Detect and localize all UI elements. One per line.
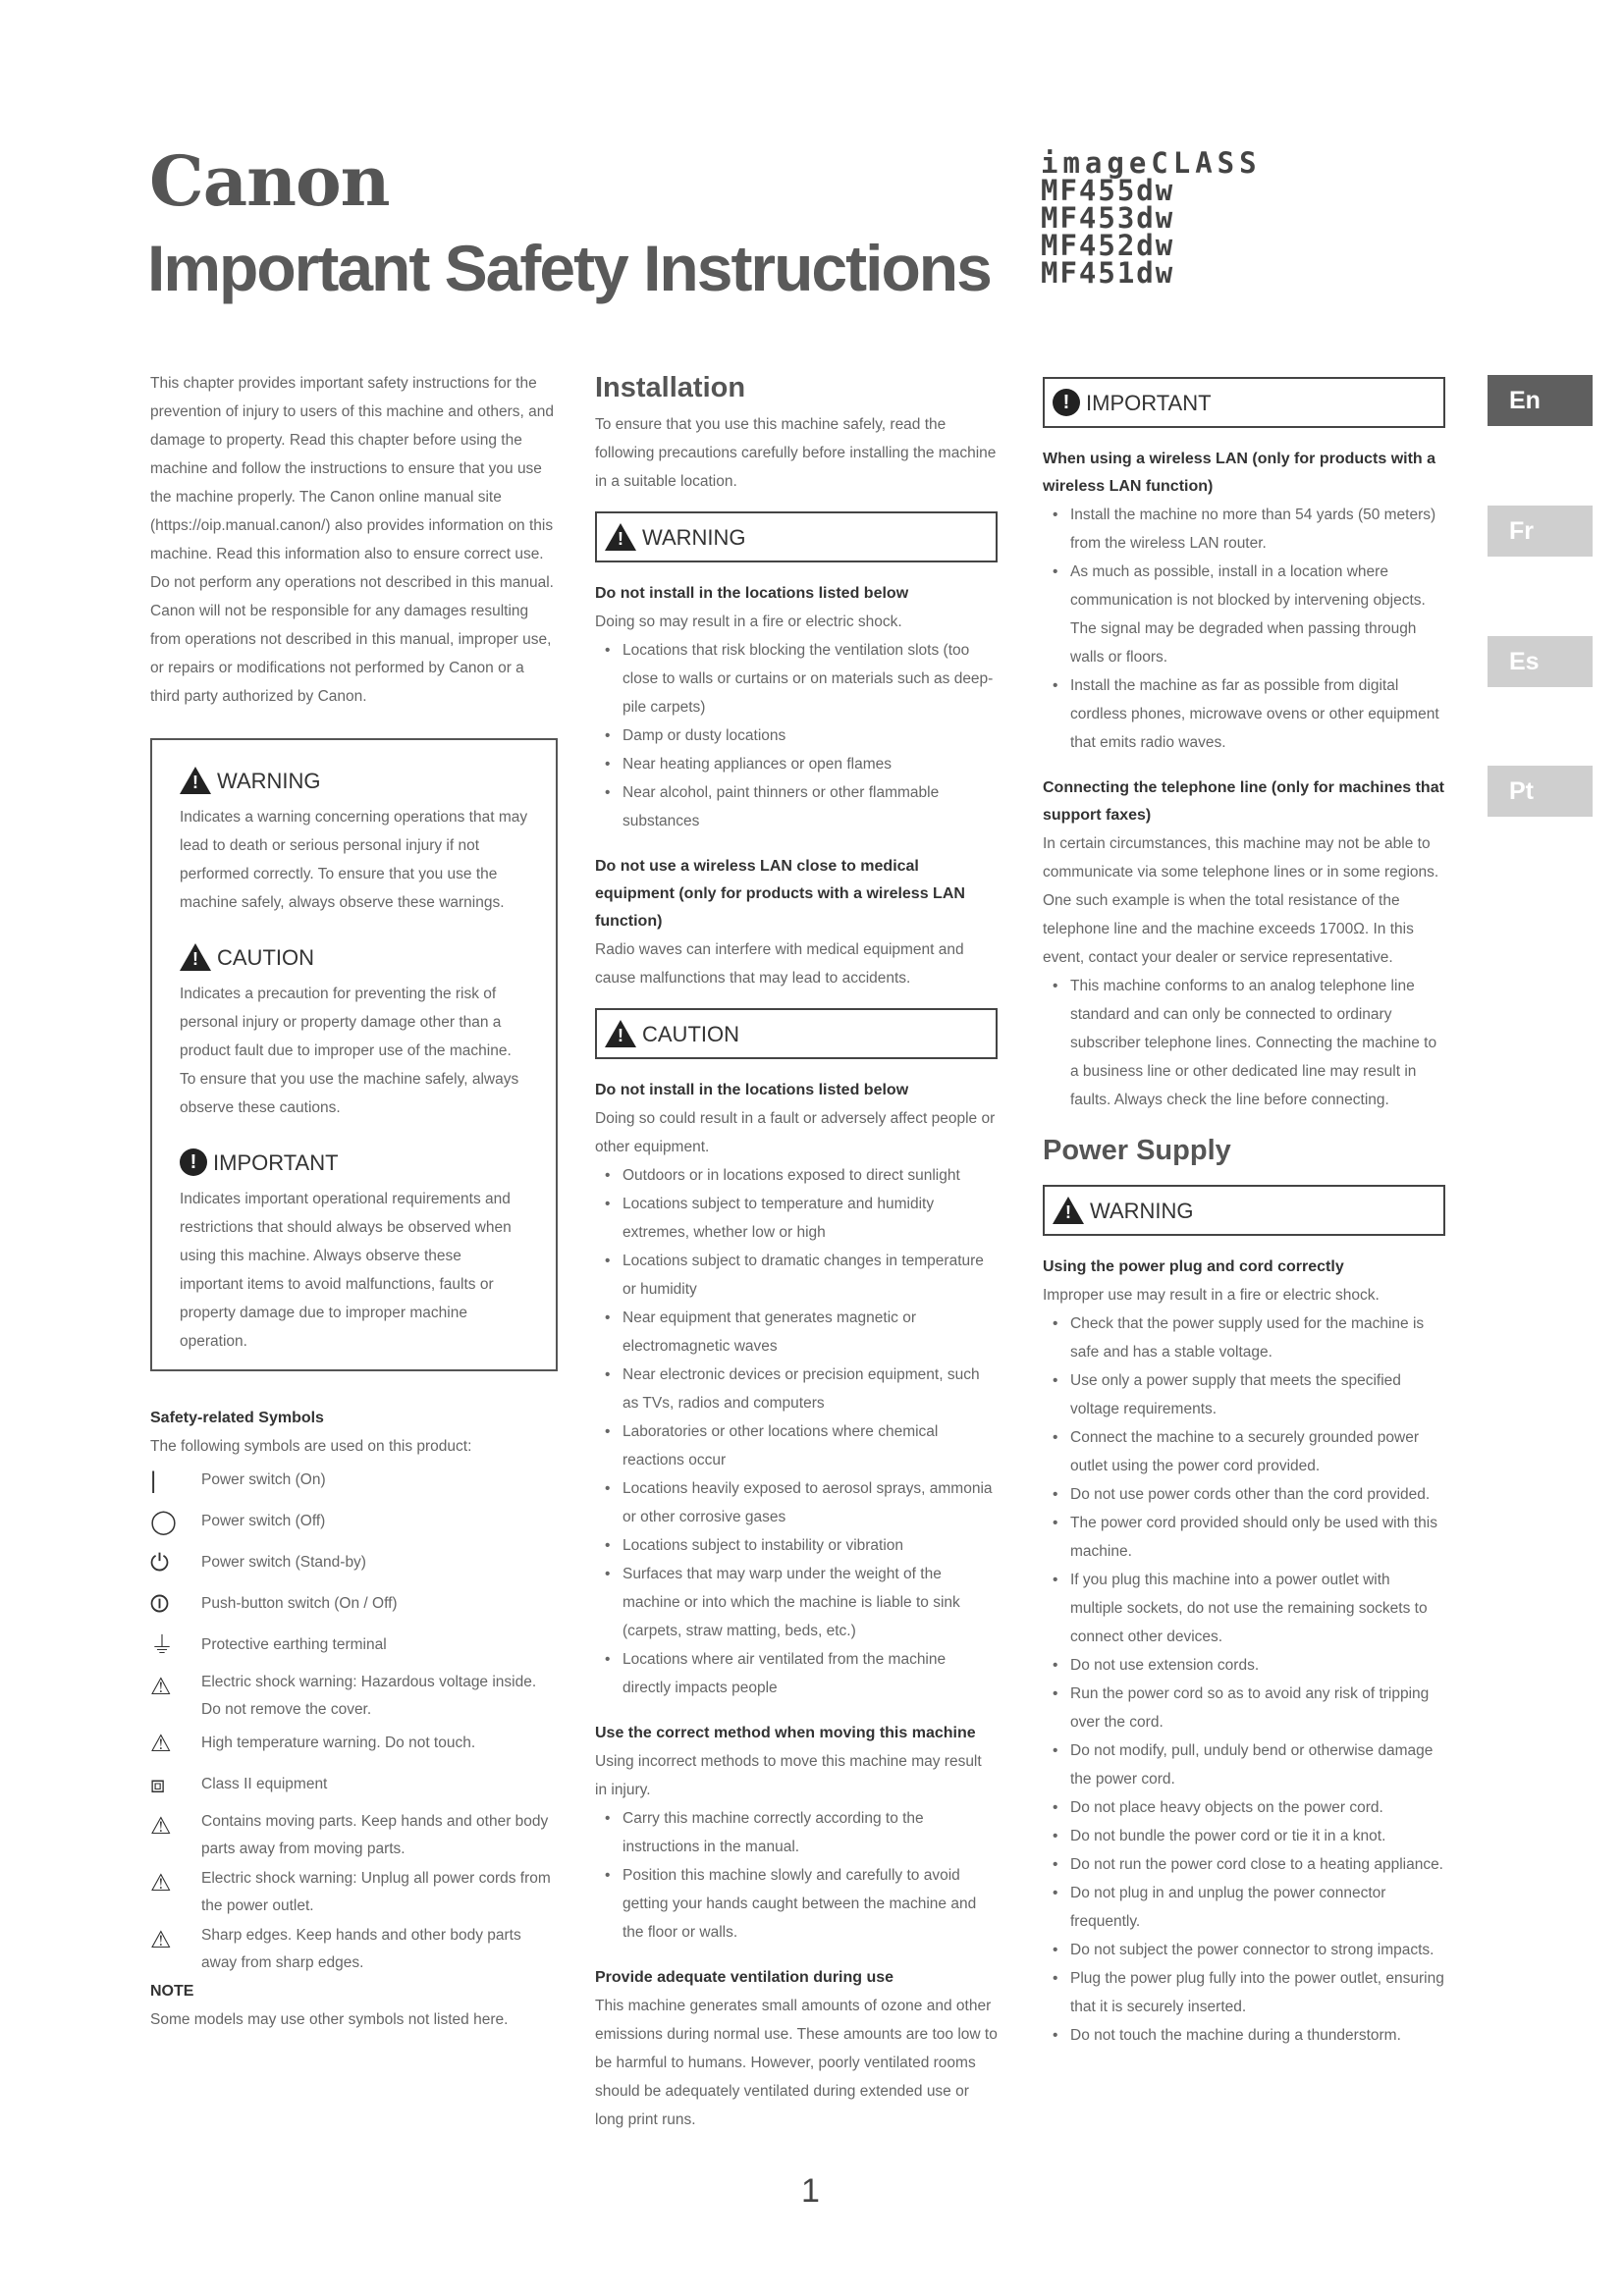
legend-important-text: Indicates important operational requirements and restrictions that should always be observed when using this machine. Always observe these important items to avoid malfunctions, faults or property damage due to improper machine operation. bbox=[180, 1191, 512, 1350]
symbol-row bbox=[150, 1626, 558, 1667]
earth-terminal-icon: ⏚ bbox=[150, 1632, 174, 1659]
important-label: IMPORTANT bbox=[1086, 390, 1212, 415]
hot-surface-icon: ⚠ bbox=[150, 1731, 172, 1757]
bullet-list bbox=[595, 1161, 998, 1702]
list-item: • Near heating appliances or open flames bbox=[595, 750, 998, 778]
note-text: Some models may use other symbols not listed here. bbox=[150, 2011, 509, 2028]
legend-warning-label: WARNING bbox=[217, 768, 321, 793]
important-icon: ! bbox=[1053, 389, 1080, 416]
list-item: • Do not use extension cords. bbox=[1043, 1651, 1445, 1680]
list-item: • Locations subject to instability or vibration bbox=[595, 1531, 998, 1560]
list-item: • Run the power cord so as to avoid any risk of tripping over the cord. bbox=[1043, 1680, 1445, 1736]
caution-icon bbox=[605, 1020, 636, 1047]
sharp-edges-icon: ⚠ bbox=[150, 1927, 172, 1953]
legend-important-heading bbox=[180, 1144, 528, 1181]
list-item: • Do not use power cords other than the cord provided. bbox=[1043, 1480, 1445, 1509]
symbol-label: Electric shock warning: Unplug all power cords from the power outlet. bbox=[201, 1870, 551, 1914]
list-item: • Do not subject the power connector to strong impacts. bbox=[1043, 1936, 1445, 1964]
symbol-label: Electric shock warning: Hazardous voltage inside. Do not remove the cover. bbox=[201, 1674, 537, 1718]
intro-paragraph: This chapter provides important safety instructions for the prevention of injury to users of this machine and others, and damage to property. Read this chapter before using the machine and follow the instructions to ensure that you use the machine properly. The Canon online manual site (https://oip.manual.canon/) also provides information on this machine. Read this information also to ensure correct use. bbox=[150, 375, 554, 562]
symbol-row bbox=[150, 1667, 558, 1724]
symbol-label: Push-button switch (On / Off) bbox=[201, 1595, 398, 1612]
section-text: Doing so could result in a fault or adversely affect people or other equipment. bbox=[595, 1110, 996, 1155]
list-item: • This machine conforms to an analog telephone line standard and can only be connected to ordinary subscriber telephone lines. Connecting the machine to a business line or other dedicated line may result in faults. Always check the line before connecting. bbox=[1043, 972, 1445, 1114]
unplug-warning-icon: ⚠ bbox=[150, 1870, 172, 1896]
column-important-power bbox=[1043, 377, 1445, 2050]
list-item: • If you plug this machine into a power outlet with multiple sockets, do not use the remaining sockets to connect other devices. bbox=[1043, 1566, 1445, 1651]
caution-icon bbox=[180, 943, 211, 971]
section-text: Improper use may result in a fire or electric shock. bbox=[1043, 1287, 1380, 1304]
list-item: • Do not modify, pull, unduly bend or otherwise damage the power cord. bbox=[1043, 1736, 1445, 1793]
legend-important-label: IMPORTANT bbox=[213, 1149, 339, 1175]
moving-parts-icon: ⚠ bbox=[150, 1813, 172, 1840]
list-item: • Use only a power supply that meets the specified voltage requirements. bbox=[1043, 1366, 1445, 1423]
list-item: • Locations where air ventilated from the machine directly impacts people bbox=[595, 1645, 998, 1702]
caution-banner bbox=[595, 1008, 998, 1059]
page-title: Important Safety Instructions bbox=[147, 232, 991, 304]
list-item: • Do not plug in and unplug the power connector frequently. bbox=[1043, 1879, 1445, 1936]
symbol-label: Protective earthing terminal bbox=[201, 1636, 387, 1653]
symbol-row bbox=[150, 1920, 558, 1977]
model-name: MF451dw bbox=[1041, 256, 1175, 290]
list-item: • Near electronic devices or precision equipment, such as TVs, radios and computers bbox=[595, 1361, 998, 1417]
shock-warning-icon: ⚠ bbox=[150, 1674, 172, 1700]
warning-banner bbox=[1043, 1185, 1445, 1236]
section-text: In certain circumstances, this machine may not be able to communicate via some telephone lines or in some regions. One such example is when the total resistance of the telephone line and the machine exceeds 1700Ω. In this event, contact your dealer or service representative. bbox=[1043, 835, 1439, 966]
symbol-row bbox=[150, 1543, 558, 1584]
symbol-row bbox=[150, 1765, 558, 1806]
legend-caution-text: Indicates a precaution for preventing the risk of personal injury or property damage other than a product fault due to improper use of the machine. To ensure that you use the machine safely, always observe these cautions. bbox=[180, 986, 519, 1116]
bullet-list bbox=[595, 1804, 998, 1947]
symbol-row bbox=[150, 1584, 558, 1626]
section-heading: Using the power plug and cord correctly bbox=[1043, 1258, 1344, 1275]
push-button-icon: ⏼ bbox=[150, 1591, 169, 1618]
caution-label: CAUTION bbox=[642, 1021, 739, 1046]
list-item: • Check that the power supply used for the machine is safe and has a stable voltage. bbox=[1043, 1309, 1445, 1366]
symbols-intro: The following symbols are used on this product: bbox=[150, 1438, 472, 1455]
list-item: • The power cord provided should only be used with this machine. bbox=[1043, 1509, 1445, 1566]
section-text: Doing so may result in a fire or electric shock. bbox=[595, 614, 902, 630]
list-item: • Install the machine no more than 54 yards (50 meters) from the wireless LAN router. bbox=[1043, 501, 1445, 558]
symbol-label: Sharp edges. Keep hands and other body parts away from sharp edges. bbox=[201, 1927, 521, 1971]
list-item: • Locations that risk blocking the ventilation slots (too close to walls or curtains or on materials such as deep-pile carpets) bbox=[595, 636, 998, 721]
list-item: • Do not touch the machine during a thunderstorm. bbox=[1043, 2021, 1445, 2050]
page-number: 1 bbox=[801, 2172, 820, 2210]
warning-banner bbox=[595, 511, 998, 562]
section-heading: Do not install in the locations listed below bbox=[595, 1082, 909, 1098]
list-item: • Locations subject to temperature and humidity extremes, whether low or high bbox=[595, 1190, 998, 1247]
legend-caution-heading bbox=[180, 938, 528, 976]
class-ii-icon: ⧈ bbox=[150, 1772, 166, 1798]
standby-icon: ⏻ bbox=[150, 1550, 169, 1576]
section-text: This machine generates small amounts of ozone and other emissions during normal use. These amounts are too low to be harmful to humans. However, poorly ventilated rooms should be adequately ventilated during extended use or long print runs. bbox=[595, 1998, 998, 2128]
installation-heading: Installation bbox=[595, 372, 746, 403]
signal-word-legend bbox=[150, 738, 558, 1371]
model-list bbox=[1041, 146, 1262, 290]
section-heading: Connecting the telephone line (only for machines that support faxes) bbox=[1043, 779, 1444, 824]
list-item: • Carry this machine correctly according to the instructions in the manual. bbox=[595, 1804, 998, 1861]
symbol-label: High temperature warning. Do not touch. bbox=[201, 1735, 476, 1751]
list-item: • Surfaces that may warp under the weight of the machine or into which the machine is liable to sink (carpets, straw matting, beds, etc.) bbox=[595, 1560, 998, 1645]
series-name: imageCLASS bbox=[1041, 146, 1262, 180]
tab-portuguese[interactable]: Pt bbox=[1488, 766, 1593, 817]
symbol-label: Class II equipment bbox=[201, 1776, 328, 1792]
warning-label: WARNING bbox=[642, 524, 746, 550]
list-item: • Locations subject to dramatic changes in temperature or humidity bbox=[595, 1247, 998, 1304]
symbol-row bbox=[150, 1806, 558, 1863]
installation-intro: To ensure that you use this machine safely, read the following precautions carefully before installing the machine in a suitable location. bbox=[595, 416, 997, 490]
legend-warning-heading bbox=[180, 762, 528, 799]
power-supply-heading: Power Supply bbox=[1043, 1135, 1231, 1166]
list-item: • Near alcohol, paint thinners or other flammable substances bbox=[595, 778, 998, 835]
list-item: • Do not place heavy objects on the power cord. bbox=[1043, 1793, 1445, 1822]
model-name: MF452dw bbox=[1041, 229, 1175, 262]
bullet-list bbox=[595, 636, 998, 835]
warning-label: WARNING bbox=[1090, 1198, 1194, 1223]
list-item: • As much as possible, install in a location where communication is not blocked by intervening objects. The signal may be degraded when passing through walls or floors. bbox=[1043, 558, 1445, 671]
important-icon: ! bbox=[180, 1148, 207, 1176]
section-heading: Do not use a wireless LAN close to medical equipment (only for products with a wireless LAN function) bbox=[595, 858, 965, 930]
warning-icon bbox=[180, 767, 211, 794]
symbol-row bbox=[150, 1724, 558, 1765]
canon-logo: Canon bbox=[149, 140, 390, 222]
legend-caution-label: CAUTION bbox=[217, 944, 314, 970]
note-heading: NOTE bbox=[150, 1983, 194, 2000]
list-item: • Position this machine slowly and carefully to avoid getting your hands caught between the machine and the floor or walls. bbox=[595, 1861, 998, 1947]
tab-spanish[interactable]: Es bbox=[1488, 636, 1593, 687]
tab-french[interactable]: Fr bbox=[1488, 506, 1593, 557]
symbol-label: Power switch (On) bbox=[201, 1471, 326, 1488]
list-item: • Outdoors or in locations exposed to direct sunlight bbox=[595, 1161, 998, 1190]
important-banner bbox=[1043, 377, 1445, 428]
section-text: Radio waves can interfere with medical equipment and cause malfunctions that may lead to accidents. bbox=[595, 941, 964, 987]
list-item: • Plug the power plug fully into the power outlet, ensuring that it is securely inserted. bbox=[1043, 1964, 1445, 2021]
section-heading: When using a wireless LAN (only for products with a wireless LAN function) bbox=[1043, 451, 1436, 495]
symbol-row bbox=[150, 1502, 558, 1543]
legend-warning-text: Indicates a warning concerning operations that may lead to death or serious personal injury if not performed correctly. To ensure that you use the machine safely, always observe these warnings. bbox=[180, 809, 528, 911]
symbol-label: Power switch (Stand-by) bbox=[201, 1554, 366, 1571]
list-item: • Laboratories or other locations where chemical reactions occur bbox=[595, 1417, 998, 1474]
section-heading: Provide adequate ventilation during use bbox=[595, 1969, 894, 1986]
bullet-list bbox=[1043, 972, 1445, 1114]
column-intro bbox=[150, 369, 558, 2034]
power-off-icon: ◯ bbox=[150, 1509, 177, 1535]
column-installation bbox=[595, 369, 998, 2134]
bullet-list bbox=[1043, 501, 1445, 757]
symbol-label: Power switch (Off) bbox=[201, 1513, 326, 1529]
warning-icon bbox=[605, 523, 636, 551]
bullet-list bbox=[1043, 1309, 1445, 2050]
symbol-label: Contains moving parts. Keep hands and other body parts away from moving parts. bbox=[201, 1813, 549, 1857]
list-item: • Do not run the power cord close to a heating appliance. bbox=[1043, 1850, 1445, 1879]
model-name: MF455dw bbox=[1041, 174, 1175, 207]
list-item: • Do not bundle the power cord or tie it in a knot. bbox=[1043, 1822, 1445, 1850]
symbol-row bbox=[150, 1863, 558, 1920]
symbols-heading: Safety-related Symbols bbox=[150, 1410, 324, 1426]
intro-paragraph: Do not perform any operations not described in this manual. Canon will not be responsible for any damages resulting from operations not described in this manual, improper use, or repairs or modifications not performed by Canon or a third party authorized by Canon. bbox=[150, 574, 554, 705]
warning-icon bbox=[1053, 1197, 1084, 1224]
list-item: • Connect the machine to a securely grounded power outlet using the power cord provided. bbox=[1043, 1423, 1445, 1480]
list-item: • Damp or dusty locations bbox=[595, 721, 998, 750]
model-name: MF453dw bbox=[1041, 201, 1175, 235]
power-on-icon: | bbox=[150, 1468, 157, 1494]
symbol-row bbox=[150, 1461, 558, 1502]
tab-english[interactable]: En bbox=[1488, 375, 1593, 426]
section-text: Using incorrect methods to move this machine may result in injury. bbox=[595, 1753, 982, 1798]
section-heading: Use the correct method when moving this machine bbox=[595, 1725, 976, 1741]
list-item: • Locations heavily exposed to aerosol sprays, ammonia or other corrosive gases bbox=[595, 1474, 998, 1531]
list-item: • Near equipment that generates magnetic or electromagnetic waves bbox=[595, 1304, 998, 1361]
list-item: • Install the machine as far as possible from digital cordless phones, microwave ovens or other equipment that emits radio waves. bbox=[1043, 671, 1445, 757]
section-heading: Do not install in the locations listed below bbox=[595, 585, 909, 602]
